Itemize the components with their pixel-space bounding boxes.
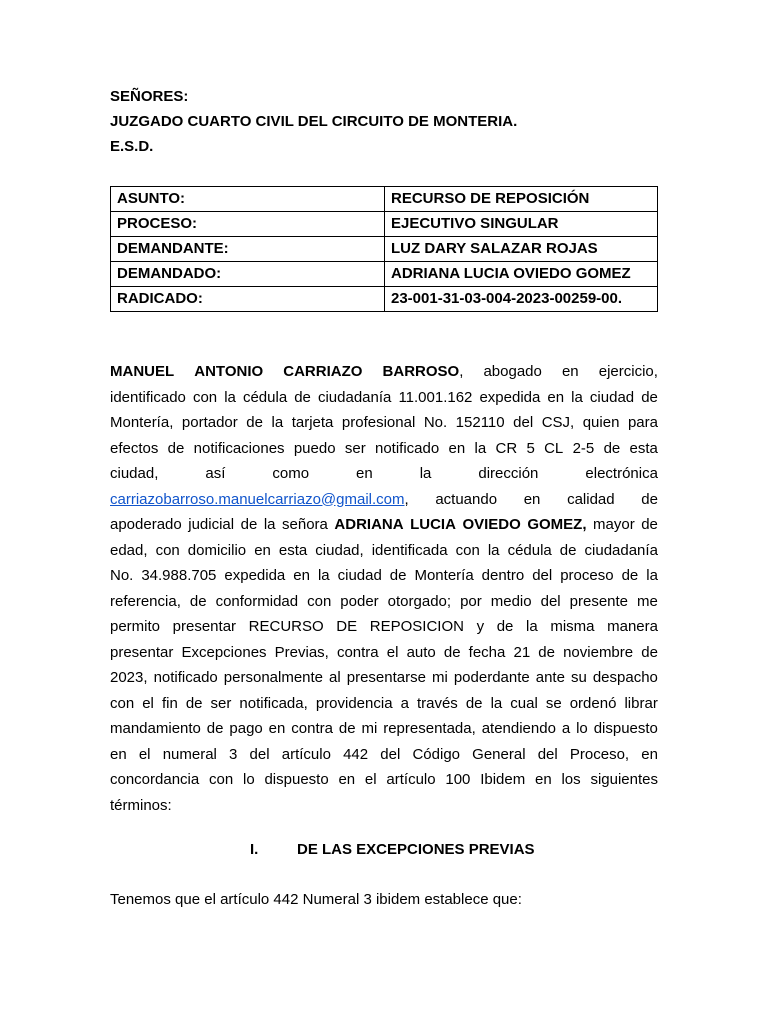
word: RECURSO: [248, 618, 324, 635]
word: librar: [624, 694, 658, 712]
word: concordancia: [110, 771, 200, 788]
word: la: [419, 465, 432, 482]
word: se: [545, 694, 562, 712]
case-info-table: [110, 186, 658, 312]
word: ciudadanía: [317, 388, 392, 406]
word: ser: [210, 694, 232, 712]
word: artículo: [386, 771, 436, 788]
word: al: [329, 669, 341, 686]
text-line: [110, 665, 658, 691]
word: ADRIANA: [334, 516, 404, 533]
word: calidad: [567, 490, 615, 508]
word: en: [356, 465, 373, 482]
row-value: ADRIANA LUCIA OVIEDO GOMEZ: [385, 262, 658, 287]
table-row: [111, 237, 658, 262]
section-title: DE LAS EXCEPCIONES PREVIAS: [297, 841, 535, 858]
word: ANTONIO: [194, 363, 264, 380]
word: de: [240, 516, 258, 533]
word: noviembre: [563, 643, 634, 661]
word: ciudad,: [315, 541, 364, 559]
body-paragraph: [110, 359, 658, 818]
word: identificada: [371, 541, 448, 559]
word: de: [185, 694, 203, 712]
word: OVIEDO: [462, 516, 521, 533]
word: CSJ,: [541, 414, 575, 431]
word: ser: [344, 439, 366, 457]
word: permito: [110, 618, 161, 635]
text-line: [110, 614, 658, 640]
word: presente: [569, 592, 629, 610]
word: ciudad,: [110, 465, 159, 482]
word: en: [110, 745, 127, 763]
word: Excepciones: [181, 643, 267, 661]
word: Código: [412, 745, 461, 763]
word: notificado: [153, 669, 218, 686]
text-line: [110, 487, 658, 513]
row-label: DEMANDADO:: [111, 262, 385, 287]
word: pago: [229, 720, 263, 737]
word: ordenó: [569, 694, 617, 712]
word: través: [416, 694, 458, 712]
word: de: [294, 388, 311, 406]
word: de: [621, 567, 639, 584]
word: judicial: [188, 516, 235, 533]
word: identificado: [110, 388, 186, 406]
word: de: [559, 541, 577, 559]
closing-sentence: Tenemos que el artículo 442 Numeral 3 ibidem establece que:: [110, 891, 522, 908]
word: 21: [513, 643, 531, 661]
word: con: [110, 694, 135, 712]
word: y: [476, 618, 485, 635]
word: Ibidem: [480, 771, 526, 788]
word: puedo: [293, 439, 336, 457]
word: 3: [229, 745, 238, 763]
word: ciudad: [337, 567, 382, 584]
word: 34.988.705: [141, 567, 217, 584]
text-line: [110, 538, 658, 564]
word: de: [641, 516, 658, 533]
text-line: [110, 767, 658, 793]
word: medio: [490, 592, 532, 610]
word: Proceso,: [569, 745, 630, 763]
word: apoderado: [110, 516, 182, 533]
word: profesional: [341, 414, 416, 431]
word: BARROSO,: [382, 363, 464, 380]
word: señora: [282, 516, 328, 533]
word: dirección: [478, 465, 539, 482]
esd-line: E.S.D.: [110, 138, 154, 155]
word: la: [474, 439, 487, 457]
word: la: [263, 516, 276, 533]
table-row: [111, 287, 658, 312]
word: por: [460, 592, 482, 610]
word: en: [293, 567, 310, 584]
word: notificada,: [239, 694, 308, 712]
word: despacho: [592, 669, 658, 686]
word: de: [641, 643, 658, 661]
word: notificado: [375, 439, 440, 457]
word: el: [386, 643, 399, 661]
word: notificaciones: [193, 439, 285, 457]
word: 2-5: [572, 439, 595, 457]
word: en: [561, 363, 579, 380]
word: de: [641, 490, 658, 508]
court-name: JUZGADO CUARTO CIVIL DEL CIRCUITO DE MONTERIA.: [110, 113, 518, 130]
word: CR: [495, 439, 518, 457]
word: con: [307, 592, 332, 610]
word: numeral: [162, 745, 217, 763]
text-line: [110, 691, 658, 717]
word: 442: [343, 745, 369, 763]
addressee-block: [110, 84, 517, 159]
word: con: [209, 771, 234, 788]
word: del: [249, 745, 270, 763]
word: ante: [535, 669, 565, 686]
text-line: [110, 640, 658, 666]
word: MANUEL: [110, 363, 175, 380]
word: DE: [336, 618, 358, 635]
text-line: [110, 742, 658, 768]
word: esta: [629, 439, 658, 457]
word: mandamiento: [110, 720, 201, 737]
word: del: [540, 592, 561, 610]
row-value: LUZ DARY SALAZAR ROJAS: [385, 237, 658, 262]
word: siguientes: [590, 771, 658, 788]
word: de: [496, 618, 514, 635]
word: atendiendo: [481, 720, 556, 737]
word: la: [487, 541, 500, 559]
text-line: [110, 461, 658, 487]
word: Previas,: [274, 643, 329, 661]
word: mayor: [593, 516, 635, 533]
word: REPOSICION: [369, 618, 464, 635]
word: dispuesto: [593, 720, 658, 737]
word: de: [246, 414, 263, 431]
word: dispuesto: [264, 771, 329, 788]
word: poder: [340, 592, 379, 610]
word: con: [155, 541, 180, 559]
word: 5: [526, 439, 535, 457]
word: con: [455, 541, 480, 559]
word: artículo: [281, 745, 331, 763]
word: actuando: [435, 490, 498, 508]
word: como: [272, 465, 310, 482]
word: de: [465, 694, 483, 712]
word: a: [561, 720, 571, 737]
email-link[interactable]: carriazobarroso.manuelcarriazo@gmail.com,: [110, 490, 409, 508]
word: No.: [110, 567, 134, 584]
word: la: [224, 388, 236, 406]
word: en: [535, 771, 552, 788]
word: en: [254, 541, 271, 559]
word: referencia,: [110, 592, 181, 610]
word: misma: [550, 618, 595, 635]
word: de: [389, 567, 407, 584]
word: edad,: [110, 541, 148, 559]
word: 11.001.162: [398, 388, 473, 406]
word: Montería,: [110, 414, 174, 431]
word: presentarse: [346, 669, 426, 686]
word: con: [192, 388, 218, 406]
word: de: [603, 439, 621, 457]
word: en: [338, 771, 356, 788]
word: electrónica: [585, 465, 658, 482]
text-line: [110, 716, 658, 742]
word: 152110: [455, 414, 505, 431]
word: No.: [423, 414, 448, 431]
word: para: [627, 414, 658, 431]
word: GOMEZ,: [527, 516, 587, 533]
word: la: [526, 618, 538, 635]
word: de: [206, 720, 224, 737]
word: la: [646, 567, 658, 584]
row-label: RADICADO:: [111, 287, 385, 312]
word: la: [571, 388, 583, 406]
word: providencia: [315, 694, 393, 712]
word: de: [167, 439, 185, 457]
word: ejercicio,: [598, 363, 658, 380]
word: en: [448, 439, 466, 457]
text-line: [110, 793, 658, 819]
word: auto: [406, 643, 436, 661]
word: mi: [361, 720, 378, 737]
table-row: [111, 212, 658, 237]
word: de: [641, 388, 658, 406]
word: cédula: [242, 388, 288, 406]
word: su: [570, 669, 587, 686]
word: manera: [607, 618, 658, 635]
word: términos:: [110, 796, 172, 814]
section-heading: [110, 837, 658, 862]
text-line: [110, 359, 658, 385]
row-label: DEMANDANTE:: [111, 237, 385, 262]
text-line: [110, 385, 658, 411]
word: CL: [544, 439, 564, 457]
text-line: [110, 563, 658, 589]
word: conformidad: [215, 592, 299, 610]
text-line: [110, 512, 658, 538]
word: a: [400, 694, 409, 712]
word: portador: [181, 414, 238, 431]
word: Montería: [414, 567, 474, 584]
table-row: [111, 187, 658, 212]
row-value: RECURSO DE REPOSICIÓN: [385, 187, 658, 212]
row-label: PROCESO:: [111, 212, 385, 237]
word: mi: [431, 669, 448, 686]
word: CARRIAZO: [283, 363, 363, 380]
row-value: 23-001-31-03-004-2023-00259-00.: [385, 287, 658, 312]
text-line: [110, 589, 658, 615]
word: de: [338, 720, 356, 737]
word: ciudad: [589, 388, 635, 406]
word: la: [490, 694, 503, 712]
word: contra: [291, 720, 333, 737]
word: efectos: [110, 439, 159, 457]
word: en: [547, 388, 565, 406]
text-line: [110, 410, 658, 436]
word: la: [271, 414, 284, 431]
section-number: I.: [250, 841, 259, 858]
salutation: SEÑORES:: [110, 88, 189, 105]
word: del: [532, 567, 553, 584]
word: en: [641, 745, 658, 763]
table-row: [111, 262, 658, 287]
word: así: [205, 465, 226, 482]
word: 2023,: [110, 669, 148, 686]
word: del: [380, 745, 401, 763]
word: la: [317, 567, 330, 584]
word: en: [523, 490, 541, 508]
word: expedida: [479, 388, 541, 406]
word: esta: [278, 541, 308, 559]
word: fecha: [468, 643, 506, 661]
word: poderdante: [453, 669, 530, 686]
row-label: ASUNTO:: [111, 187, 385, 212]
word: lo: [576, 720, 588, 737]
word: cédula: [507, 541, 552, 559]
word: abogado: [483, 363, 542, 380]
word: fin: [161, 694, 178, 712]
row-value: EJECUTIVO SINGULAR: [385, 212, 658, 237]
word: ciudadanía: [584, 541, 658, 559]
word: en: [268, 720, 286, 737]
word: los: [561, 771, 581, 788]
word: el: [364, 771, 377, 788]
word: me: [637, 592, 658, 610]
word: General: [472, 745, 526, 763]
word: lo: [242, 771, 255, 788]
word: personalmente: [223, 669, 324, 686]
word: expedida: [224, 567, 286, 584]
word: cual: [510, 694, 538, 712]
word: de: [538, 643, 555, 661]
word: contra: [336, 643, 379, 661]
word: de: [443, 643, 461, 661]
word: LUCIA: [410, 516, 456, 533]
word: representada,: [383, 720, 476, 737]
word: tarjeta: [291, 414, 334, 431]
word: quien: [582, 414, 620, 431]
word: 100: [445, 771, 471, 788]
word: presentar: [172, 618, 237, 635]
word: presentar: [110, 643, 174, 661]
word: domicilio: [187, 541, 247, 559]
word: el: [142, 694, 154, 712]
word: del: [537, 745, 558, 763]
word: otorgado;: [387, 592, 452, 610]
word: dentro: [481, 567, 525, 584]
word: del: [513, 414, 534, 431]
word: el: [138, 745, 151, 763]
word: de: [189, 592, 207, 610]
text-line: [110, 436, 658, 462]
word: proceso: [560, 567, 614, 584]
